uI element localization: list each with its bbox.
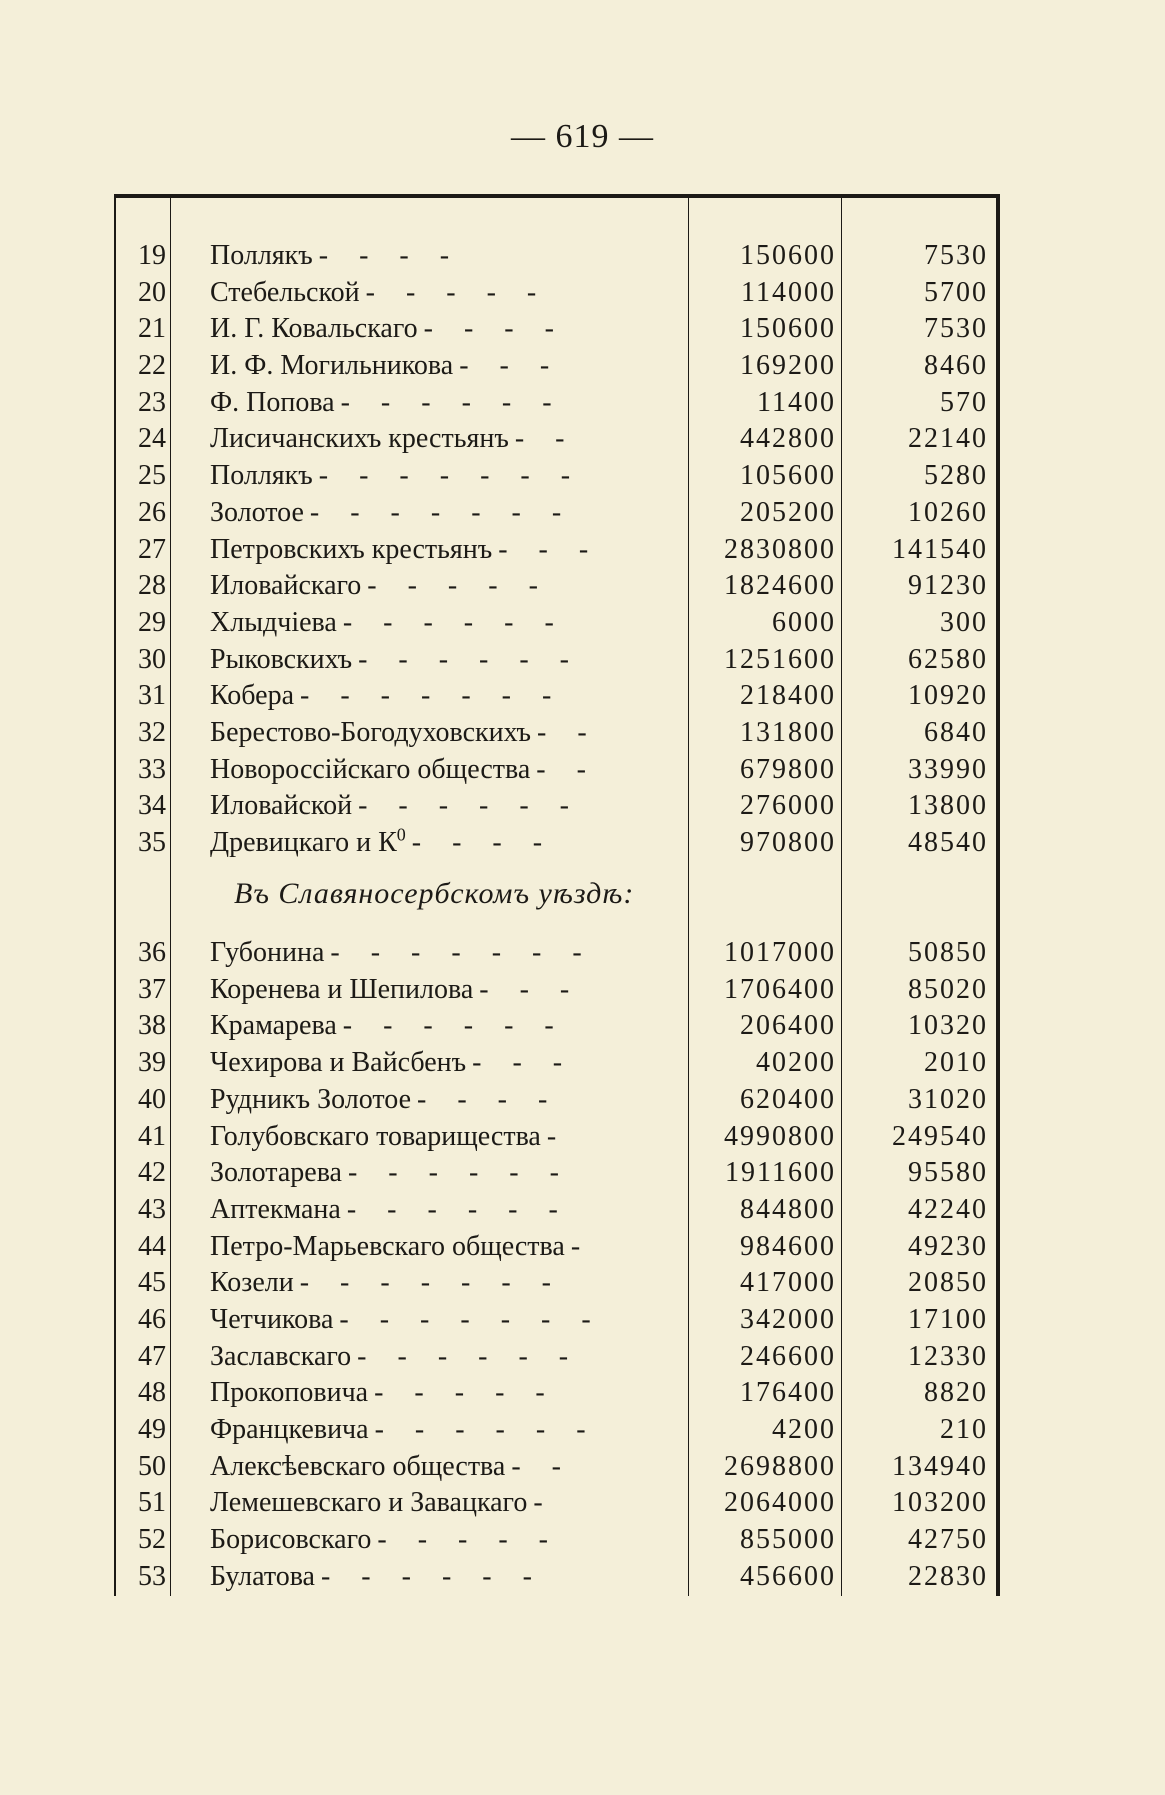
entity-name-cell bbox=[210, 1119, 670, 1156]
row-number: 47 bbox=[138, 1340, 166, 1372]
table-row bbox=[116, 275, 996, 312]
table-row bbox=[116, 532, 996, 569]
entity-name: Золотое bbox=[210, 496, 304, 528]
leader-dashes: - - - - - - bbox=[347, 1157, 571, 1189]
value-column-1: 679800 bbox=[740, 753, 836, 785]
value-column-1: 844800 bbox=[740, 1193, 836, 1225]
value-column-2: 49230 bbox=[908, 1230, 988, 1262]
value-column-2: 42240 bbox=[908, 1193, 988, 1225]
entity-name-cell bbox=[210, 495, 670, 532]
value-column-1: 984600 bbox=[740, 1230, 836, 1262]
leader-dashes: - - - bbox=[459, 350, 562, 382]
value-column-1: 150600 bbox=[740, 240, 836, 271]
entity-name-cell bbox=[210, 642, 670, 679]
entity-name: Золотарева bbox=[210, 1157, 342, 1189]
leader-dashes: - - bbox=[514, 423, 577, 455]
entity-name: Иловайскаго bbox=[210, 570, 362, 602]
row-number: 26 bbox=[138, 496, 166, 528]
entity-name-cell bbox=[210, 458, 670, 495]
leader-dashes: - - - - - - bbox=[358, 790, 582, 822]
value-column-2: 85020 bbox=[908, 973, 988, 1005]
table-row bbox=[116, 825, 996, 862]
value-column-1: 218400 bbox=[740, 680, 836, 712]
row-number: 39 bbox=[138, 1047, 166, 1079]
value-column-2: 33990 bbox=[908, 753, 988, 785]
table-row bbox=[116, 1008, 996, 1045]
leader-dashes: - - - - - - bbox=[346, 1193, 570, 1225]
value-column-2: 95580 bbox=[908, 1157, 988, 1189]
value-column-1: 276000 bbox=[740, 790, 836, 822]
entity-name-cell bbox=[210, 972, 670, 1009]
entity-name-cell bbox=[210, 1412, 670, 1449]
table-row bbox=[116, 1485, 996, 1522]
value-column-1: 970800 bbox=[740, 827, 836, 858]
entity-name-cell bbox=[210, 1449, 670, 1486]
row-number: 40 bbox=[138, 1083, 166, 1115]
value-column-2: 13800 bbox=[908, 790, 988, 822]
table-row bbox=[116, 752, 996, 789]
row-number: 42 bbox=[138, 1157, 166, 1189]
leader-dashes: - - bbox=[537, 716, 599, 748]
page-number: — 619 — bbox=[511, 118, 654, 155]
leader-dashes: - - - - - - - bbox=[339, 1303, 603, 1335]
entity-name: Лемешевскаго и Завацкаго bbox=[210, 1487, 528, 1519]
table-row bbox=[116, 1192, 996, 1229]
entity-name-cell bbox=[210, 1229, 670, 1266]
leader-dashes: - - - - - - - bbox=[299, 1267, 564, 1299]
table-row bbox=[116, 715, 996, 752]
leader-dashes: - - - - - - bbox=[342, 1010, 566, 1042]
value-column-2: 10920 bbox=[908, 680, 988, 712]
entity-name-cell bbox=[210, 678, 670, 715]
entity-name-cell bbox=[210, 1082, 670, 1119]
table-row bbox=[116, 238, 996, 275]
entity-name-cell bbox=[210, 935, 670, 972]
leader-dashes: - - - - - - bbox=[320, 1560, 544, 1592]
table-row bbox=[116, 972, 996, 1009]
leader-dashes: - bbox=[546, 1120, 569, 1152]
table-row bbox=[116, 311, 996, 348]
row-number: 51 bbox=[138, 1487, 166, 1519]
value-column-1: 246600 bbox=[740, 1340, 836, 1372]
value-column-1: 1911600 bbox=[725, 1157, 836, 1189]
value-column-1: 176400 bbox=[740, 1377, 836, 1409]
entity-name: Берестово-Богодуховскихъ bbox=[210, 716, 532, 748]
value-column-1: 342000 bbox=[740, 1303, 836, 1335]
value-column-1: 40200 bbox=[756, 1047, 836, 1079]
entity-name-cell bbox=[210, 1485, 670, 1522]
entity-name-cell bbox=[210, 715, 670, 752]
leader-dashes: - - - - - - bbox=[358, 643, 582, 675]
value-column-2: 7530 bbox=[924, 313, 988, 345]
table-row bbox=[116, 421, 996, 458]
value-column-1: 456600 bbox=[740, 1560, 836, 1592]
row-number: 49 bbox=[138, 1414, 166, 1446]
value-column-1: 150600 bbox=[740, 313, 836, 345]
entity-name-cell bbox=[210, 1265, 670, 1302]
table-row bbox=[116, 1449, 996, 1486]
value-column-2: 5700 bbox=[924, 276, 988, 308]
table-row bbox=[116, 1375, 996, 1412]
leader-dashes: - - - bbox=[472, 1047, 575, 1079]
value-column-2: 2010 bbox=[924, 1047, 988, 1079]
entity-name-cell bbox=[210, 1559, 670, 1596]
entity-name-cell bbox=[210, 825, 670, 862]
value-column-2: 48540 bbox=[908, 827, 988, 858]
row-number: 19 bbox=[138, 240, 166, 271]
entity-name-cell bbox=[210, 752, 670, 789]
leader-dashes: - - - - - - bbox=[374, 1414, 598, 1446]
entity-name: Коренева и Шепилова bbox=[210, 973, 474, 1005]
entity-name: Кобера bbox=[210, 680, 295, 712]
leader-dashes: - - - - - - - bbox=[300, 680, 564, 712]
value-column-1: 169200 bbox=[740, 350, 836, 382]
value-column-1: 2698800 bbox=[724, 1450, 836, 1482]
leader-dashes: - - bbox=[511, 1450, 573, 1482]
entity-name-cell bbox=[210, 605, 670, 642]
row-number: 27 bbox=[138, 533, 166, 565]
value-column-2: 8460 bbox=[924, 350, 988, 382]
ledger-table bbox=[114, 194, 1000, 1596]
value-column-2: 103200 bbox=[892, 1487, 988, 1519]
entity-name: Голубовскаго товарищества bbox=[210, 1120, 541, 1152]
value-column-2: 22830 bbox=[908, 1560, 988, 1592]
value-column-2: 42750 bbox=[908, 1524, 988, 1556]
row-number: 50 bbox=[138, 1450, 166, 1482]
entity-name-cell bbox=[210, 1045, 670, 1082]
value-column-1: 442800 bbox=[740, 423, 836, 455]
value-column-1: 205200 bbox=[740, 496, 836, 528]
row-number: 41 bbox=[138, 1120, 166, 1152]
value-column-1: 1017000 bbox=[724, 937, 836, 969]
value-column-1: 1706400 bbox=[724, 973, 836, 1005]
row-number: 45 bbox=[138, 1267, 166, 1299]
table-body bbox=[116, 238, 996, 1595]
entity-name: Поллякъ bbox=[210, 460, 313, 492]
value-column-2: 300 bbox=[940, 606, 988, 638]
entity-name: Хлыдчiева bbox=[210, 606, 337, 638]
entity-name-cell bbox=[210, 1522, 670, 1559]
leader-dashes: - - - - bbox=[423, 313, 566, 345]
value-column-2: 62580 bbox=[908, 643, 988, 675]
value-column-2: 50850 bbox=[908, 937, 988, 969]
leader-dashes: - - - - - bbox=[367, 570, 550, 602]
entity-name-cell bbox=[210, 788, 670, 825]
table-row bbox=[116, 1265, 996, 1302]
table-row bbox=[116, 1155, 996, 1192]
row-number: 43 bbox=[138, 1193, 166, 1225]
value-column-1: 1824600 bbox=[724, 570, 836, 602]
entity-name: Четчикова bbox=[210, 1303, 334, 1335]
leader-dashes: - bbox=[570, 1230, 593, 1262]
leader-dashes: - - - - bbox=[318, 240, 462, 271]
row-number: 25 bbox=[138, 460, 166, 492]
row-number: 36 bbox=[138, 937, 166, 969]
row-number: 44 bbox=[138, 1230, 166, 1262]
leader-dashes: - - - - - - bbox=[340, 386, 564, 418]
value-column-2: 134940 bbox=[892, 1450, 988, 1482]
row-number: 22 bbox=[138, 350, 166, 382]
table-row bbox=[116, 385, 996, 422]
table-row bbox=[116, 1302, 996, 1339]
row-number: 28 bbox=[138, 570, 166, 602]
entity-name-cell bbox=[210, 238, 670, 275]
value-column-1: 131800 bbox=[740, 716, 836, 748]
entity-name-cell bbox=[210, 568, 670, 605]
value-column-1: 855000 bbox=[740, 1524, 836, 1556]
row-number: 23 bbox=[138, 386, 166, 418]
entity-name: Древицкаго и К bbox=[210, 827, 397, 858]
entity-name-cell bbox=[210, 1375, 670, 1412]
leader-dashes: - - - bbox=[498, 533, 601, 565]
leader-dashes: - - - - - bbox=[365, 276, 549, 308]
table-row bbox=[116, 605, 996, 642]
table-row bbox=[116, 1119, 996, 1156]
value-column-2: 8820 bbox=[924, 1377, 988, 1409]
value-column-1: 11400 bbox=[757, 386, 836, 418]
value-column-2: 12330 bbox=[908, 1340, 988, 1372]
table-row bbox=[116, 1229, 996, 1266]
value-column-2: 10320 bbox=[908, 1010, 988, 1042]
entity-name: Булатова bbox=[210, 1560, 315, 1592]
entity-name: Заславскаго bbox=[210, 1340, 352, 1372]
value-column-1: 4200 bbox=[772, 1414, 836, 1446]
table-row bbox=[116, 1412, 996, 1449]
entity-name-cell bbox=[210, 385, 670, 422]
entity-name-cell bbox=[210, 275, 670, 312]
value-column-1: 105600 bbox=[740, 460, 836, 492]
leader-dashes: - - - - - - bbox=[342, 606, 566, 638]
value-column-2: 6840 bbox=[924, 716, 988, 748]
value-column-2: 22140 bbox=[908, 423, 988, 455]
entity-name: Новороссiйскаго общества bbox=[210, 753, 531, 785]
entity-name-cell bbox=[210, 348, 670, 385]
entity-name-cell bbox=[210, 532, 670, 569]
row-number: 53 bbox=[138, 1560, 166, 1592]
value-column-2: 5280 bbox=[924, 460, 988, 492]
value-column-2: 7530 bbox=[924, 240, 988, 271]
entity-name: Алексѣевскаго общества bbox=[210, 1450, 506, 1482]
row-number: 33 bbox=[138, 753, 166, 785]
value-column-1: 620400 bbox=[740, 1083, 836, 1115]
entity-name: Чехирова и Вайсбенъ bbox=[210, 1047, 467, 1079]
entity-name-cell bbox=[210, 421, 670, 458]
table-row bbox=[116, 495, 996, 532]
section-title: Въ Славяносербскомъ уѣздѣ: bbox=[234, 876, 635, 910]
entity-name-cell bbox=[210, 1302, 670, 1339]
value-column-1: 2830800 bbox=[724, 533, 836, 565]
entity-name: И. Ф. Могильникова bbox=[210, 350, 454, 382]
row-number: 52 bbox=[138, 1524, 166, 1556]
value-column-2: 20850 bbox=[908, 1267, 988, 1299]
leader-dashes: - - - - - bbox=[374, 1377, 557, 1409]
entity-name-cell bbox=[210, 1339, 670, 1376]
table-row bbox=[116, 1522, 996, 1559]
row-number: 29 bbox=[138, 606, 166, 638]
leader-dashes: - - - - bbox=[411, 827, 555, 858]
superscript: 0 bbox=[396, 825, 406, 845]
value-column-1: 2064000 bbox=[724, 1487, 836, 1519]
value-column-2: 31020 bbox=[908, 1083, 988, 1115]
value-column-1: 417000 bbox=[740, 1267, 836, 1299]
value-column-2: 91230 bbox=[908, 570, 988, 602]
table-row bbox=[116, 1339, 996, 1376]
value-column-2: 141540 bbox=[892, 533, 988, 565]
entity-name: Прокоповича bbox=[210, 1377, 369, 1409]
row-number: 34 bbox=[138, 790, 166, 822]
entity-name: Ф. Попова bbox=[210, 386, 335, 418]
table-row bbox=[116, 935, 996, 972]
section-header-row bbox=[116, 862, 996, 935]
table-row bbox=[116, 1045, 996, 1082]
leader-dashes: - - - - bbox=[417, 1083, 560, 1115]
leader-dashes: - - - - - - - bbox=[309, 496, 574, 528]
table-row bbox=[116, 1082, 996, 1119]
entity-name: Лисичанскихъ крестьянъ bbox=[210, 423, 509, 455]
entity-name-cell bbox=[210, 1192, 670, 1229]
value-column-1: 1251600 bbox=[724, 643, 836, 675]
table-row bbox=[116, 642, 996, 679]
entity-name: Аптекмана bbox=[210, 1193, 341, 1225]
entity-name-cell bbox=[210, 1155, 670, 1192]
entity-name: Петровскихъ крестьянъ bbox=[210, 533, 493, 565]
entity-name: Петро-Марьевскаго общества bbox=[210, 1230, 565, 1262]
leader-dashes: - - bbox=[536, 753, 598, 785]
entity-name: Крамарева bbox=[210, 1010, 337, 1042]
row-number: 48 bbox=[138, 1377, 166, 1409]
table-row bbox=[116, 568, 996, 605]
entity-name: И. Г. Ковальскаго bbox=[210, 313, 418, 345]
row-number: 32 bbox=[138, 716, 166, 748]
table-row bbox=[116, 678, 996, 715]
value-column-1: 4990800 bbox=[724, 1120, 836, 1152]
entity-name: Козели bbox=[210, 1267, 294, 1299]
table-row bbox=[116, 458, 996, 495]
entity-name-cell bbox=[210, 311, 670, 348]
row-number: 37 bbox=[138, 973, 166, 1005]
value-column-2: 249540 bbox=[892, 1120, 988, 1152]
entity-name: Стебельской bbox=[210, 276, 360, 308]
value-column-2: 10260 bbox=[908, 496, 988, 528]
row-number: 38 bbox=[138, 1010, 166, 1042]
entity-name: Рудникъ Золотое bbox=[210, 1083, 412, 1115]
entity-name: Иловайской bbox=[210, 790, 353, 822]
row-number: 21 bbox=[138, 313, 166, 345]
leader-dashes: - - - - - - - bbox=[330, 937, 594, 969]
row-number: 46 bbox=[138, 1303, 166, 1335]
entity-name: Францкевича bbox=[210, 1414, 369, 1446]
entity-name: Губонина bbox=[210, 937, 325, 969]
entity-name: Поллякъ bbox=[210, 240, 313, 271]
value-column-2: 210 bbox=[940, 1414, 988, 1446]
leader-dashes: - bbox=[533, 1487, 555, 1519]
value-column-2: 570 bbox=[940, 386, 988, 418]
row-number: 35 bbox=[138, 827, 166, 858]
leader-dashes: - - - - - - - bbox=[318, 460, 583, 492]
leader-dashes: - - - - - bbox=[377, 1524, 560, 1556]
table-row bbox=[116, 348, 996, 385]
row-number: 24 bbox=[138, 423, 166, 455]
table-row bbox=[116, 1559, 996, 1596]
row-number: 30 bbox=[138, 643, 166, 675]
value-column-1: 6000 bbox=[772, 606, 836, 638]
entity-name: Борисовскаго bbox=[210, 1524, 372, 1556]
table-row bbox=[116, 788, 996, 825]
value-column-2: 17100 bbox=[908, 1303, 988, 1335]
row-number: 20 bbox=[138, 276, 166, 308]
entity-name-cell bbox=[210, 1008, 670, 1045]
value-column-1: 206400 bbox=[740, 1010, 836, 1042]
leader-dashes: - - - - - - bbox=[357, 1340, 581, 1372]
leader-dashes: - - - bbox=[479, 973, 582, 1005]
entity-name: Рыковскихъ bbox=[210, 643, 353, 675]
value-column-1: 114000 bbox=[741, 276, 836, 308]
row-number: 31 bbox=[138, 680, 166, 712]
